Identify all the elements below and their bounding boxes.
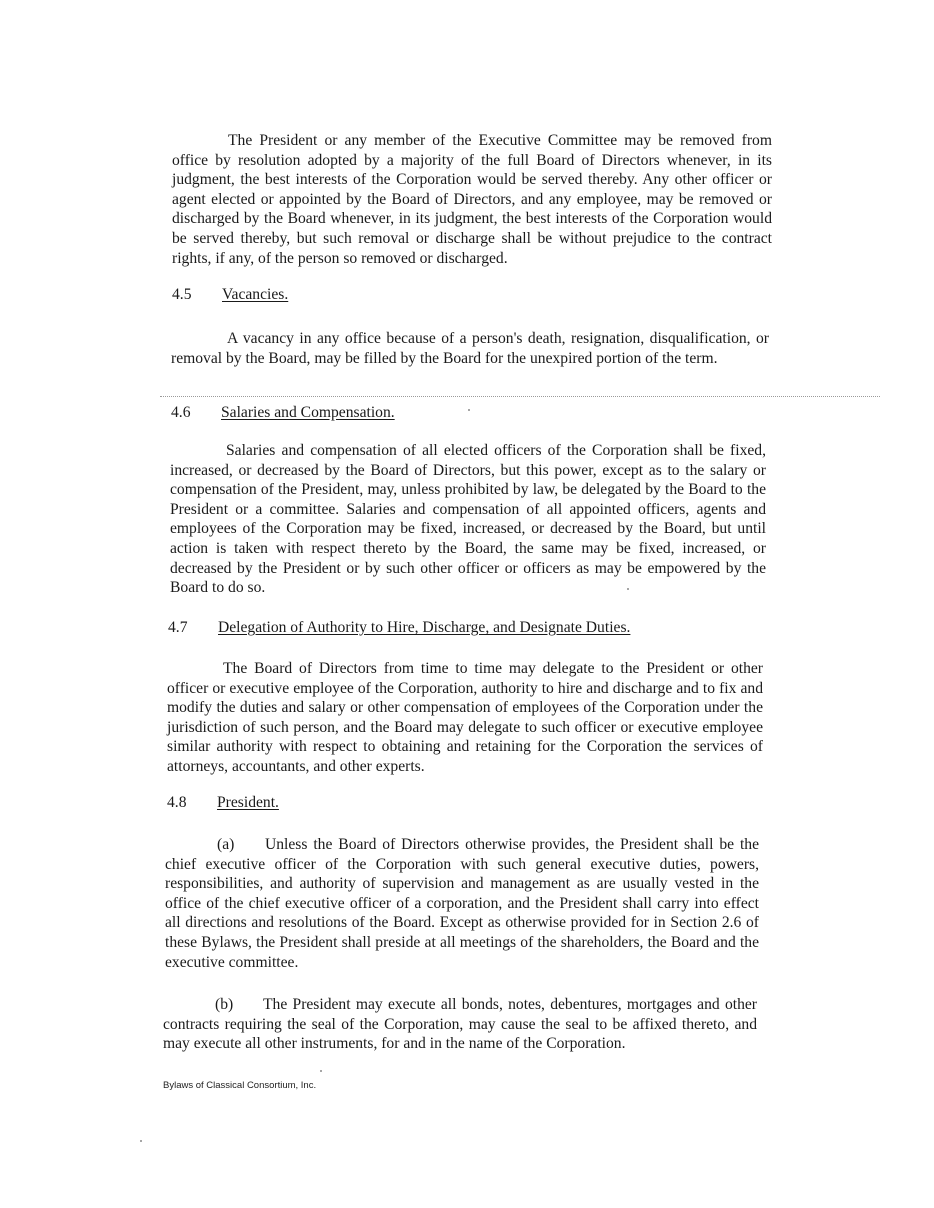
section-4-8-heading — [167, 793, 279, 813]
scan-speck — [140, 1140, 142, 1142]
subparagraph-text: Unless the Board of Directors otherwise provides, the President shall be the chief executive officer of the Corporation with such general executive duties, powers, responsibilities, and authority of supervision and management as are usually vested in the office of the chief executive officer of a corporation, and the President shall carry into effect all directions and resolutions of the Board. Except as otherwise provided for in Section 2.6 of these Bylaws, the President shall preside at all meetings of the shareholders, the Board and the executive committee. — [165, 836, 759, 971]
scan-speck — [468, 409, 470, 411]
section-title: Salaries and Compensation. — [221, 404, 395, 421]
subparagraph-mark: (a) — [217, 836, 235, 853]
section-title: President. — [217, 794, 279, 811]
section-4-7-body: The Board of Directors from time to time may delegate to the President or other officer or executive employee of the Corporation, authority to hire and discharge and to fix and modify the duties and salary or other compensation of employees of the Corporation under the jurisdiction of such person, and the Board may delegate to such officer or executive employee similar authority with respect to obtaining and retaining for the Corporation the services of attorneys, accountants, and other experts. — [167, 660, 763, 775]
section-title: Vacancies. — [222, 286, 289, 303]
section-4-7-heading — [168, 618, 630, 638]
scan-speck — [627, 588, 629, 590]
section-number: 4.6 — [171, 404, 191, 421]
section-4-8-subparagraph-a — [165, 835, 759, 972]
section-4-6-body: Salaries and compensation of all elected officers of the Corporation shall be fixed, increased, or decreased by the Board of Directors, but this power, except as to the salary or compensation of the President, may, unless prohibited by law, be delegated by the Board to the President or a committee. Salaries and compensation of all appointed officers, agents and employees of the Corporation may be fixed, increased, or decreased by the Board, but until action is taken with respect thereto by the Board, the same may be fixed, increased, or decreased by the President or by such other officer or officers as may be empowered by the Board to do so. — [170, 442, 766, 597]
section-4-5-heading — [172, 285, 288, 305]
subparagraph-mark: (b) — [215, 996, 234, 1013]
section-number: 4.8 — [167, 794, 187, 811]
scan-artifact-line — [160, 396, 880, 397]
section-number: 4.7 — [168, 619, 188, 636]
intro-paragraph: The President or any member of the Executive Committee may be removed from office by resolution adopted by a majority of the full Board of Directors whenever, in its judgment, the best interests of the Corporation would be served thereby. Any other officer or agent elected or appointed by the Board of Directors, and any employee, may be removed or discharged by the Board whenever, in its judgment, the best interests of the Corporation would be served thereby, but such removal or discharge shall be without prejudice to the contract rights, if any, of the person so removed or discharged. — [172, 132, 772, 267]
section-4-6-heading — [171, 403, 395, 423]
section-4-8-subparagraph-b — [163, 995, 757, 1054]
scan-speck — [320, 1070, 322, 1072]
section-4-5-body: A vacancy in any office because of a person's death, resignation, disqualification, or removal by the Board, may be filled by the Board for the unexpired portion of the term. — [171, 330, 769, 367]
page-footer: Bylaws of Classical Consortium, Inc. — [163, 1080, 317, 1091]
section-title: Delegation of Authority to Hire, Discharge, and Designate Duties. — [218, 619, 631, 636]
section-number: 4.5 — [172, 286, 192, 303]
subparagraph-text: The President may execute all bonds, notes, debentures, mortgages and other contracts requiring the seal of the Corporation, may cause the seal to be affixed thereto, and may execute all other instruments, for and in the name of the Corporation. — [163, 996, 757, 1053]
